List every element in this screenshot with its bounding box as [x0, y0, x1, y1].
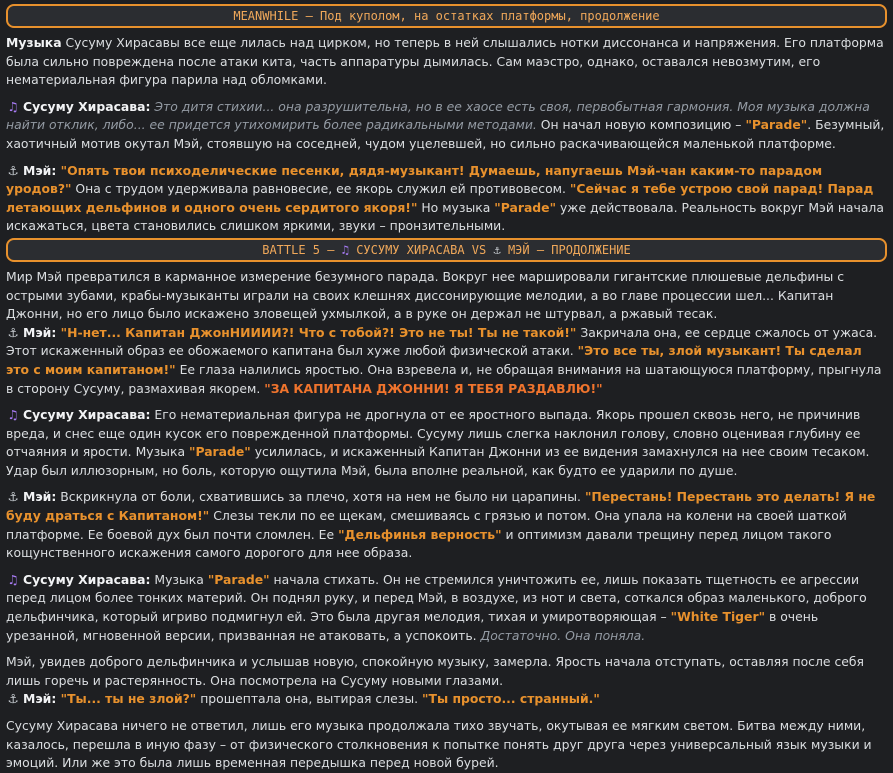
quote-highlight: "ЗА КАПИТАНА ДЖОННИ! Я ТЕБЯ РАЗДАВЛЮ!"	[264, 380, 603, 396]
anchor-icon: ⚓	[7, 324, 19, 340]
bold-lead: Музыка	[6, 35, 62, 50]
quote-highlight: "Опять твои психоделические песенки, дядя-музыкант! Думаешь, напугаешь Мэй-чан каким-то парадом уродов?"	[6, 162, 823, 197]
message-text: в очень урезанной, мгновенной версии, призванная не атаковать, а успокоить.	[6, 609, 819, 643]
speaker-name: Мэй:	[23, 162, 57, 178]
battle-fighter-1: СУСУМУ ХИРАСАВА VS	[356, 242, 487, 257]
message-text: Она с трудом удерживала равновесие, ее якорь служил ей противовесом.	[71, 181, 570, 197]
susumu-message	[6, 98, 887, 154]
narration-paragraph	[6, 34, 887, 90]
susumu-message	[6, 406, 887, 480]
quote-highlight: "Parade"	[494, 199, 557, 215]
narration-paragraph: Мэй, увидев доброго дельфинчика и услышав новую, спокойную музыку, замерла. Ярость начала отступать, оставляя после себя лишь горечь и растерянность. Она посмотрела на Сусуму новыми глазами.	[6, 654, 864, 688]
quote-highlight: "Перестань! Перестань это делать! Я не буду драться с Капитаном!"	[6, 489, 876, 524]
battle-label: BATTLE 5 –	[262, 242, 342, 257]
quote-highlight: "Дельфинья верность"	[338, 526, 502, 542]
musical-notes-icon: ♫	[341, 242, 349, 257]
anchor-icon: ⚓	[7, 162, 19, 178]
italic-thought: Достаточно. Она поняла.	[480, 627, 646, 643]
message-text: начала стихать. Он не стремился уничтожить ее, лишь показать тщетность ее агрессии перед лицом более тонких материй. Он поднял руку, и перед Мэй, в воздухе, из нот и света, соткался образ маленького, доброго дельфинчика, который игриво подмигнул ей. Это была другая мелодия, тихая и умиротворяющая –	[6, 571, 867, 625]
quote-highlight: "Parade"	[745, 117, 808, 133]
quote-highlight: "Parade"	[207, 571, 270, 587]
message-text: Но музыка	[417, 199, 495, 215]
speaker-name: Мэй:	[23, 691, 57, 707]
scene-banner: MEANWHILE – Под куполом, на остатках платформы, продолжение	[6, 4, 887, 28]
anchor-icon: ⚓	[7, 691, 19, 707]
musical-notes-icon: ♫	[7, 571, 19, 587]
narration-text: Сусуму Хирасавы все еще лилась над цирком, но теперь в ней слышались нотки диссонанса и напряжения. Его платформа была сильно повреждена после атаки кита, часть аппаратуры дымилась. Сам маэстро, однако, оставался невозмутим, его нематериальная фигура парила над обломками.	[6, 35, 884, 88]
quote-highlight: "Parade"	[188, 444, 251, 460]
message-text: Закричала она, ее сердце сжалось от ужаса. Этот искаженный образ ее обожаемого капитана был хуже любой физической атаки.	[6, 324, 878, 359]
anchor-icon: ⚓	[493, 242, 501, 257]
message-text: Слезы текли по ее щекам, смешиваясь с грязью и потом. Она упала на колени на своей шаткой платформе. Ее боевой дух был почти сломлен. Ее	[6, 508, 847, 542]
quote-highlight: "Сейчас я тебе устрою свой парад! Парад летающих дельфинов и одного очень сердитого якоря!"	[6, 181, 874, 215]
mei-message	[6, 690, 887, 709]
quote-highlight: "Ты... ты не злой?"	[56, 691, 197, 707]
battle-fighter-2: МЭЙ – ПРОДОЛЖЕНИЕ	[507, 242, 631, 257]
message-text: и оптимизм давали трещину перед лицом такого кощунственного искажения самого дорогого для нее образа.	[6, 526, 832, 561]
narration-paragraph: Мир Мэй превратился в карманное измерение безумного парада. Вокруг нее маршировали гигантские плюшевые дельфины с острыми зубами, крабы-музыканты играли на своих клешнях диссонирующие мелодии, а во главе процессии шел... Капитан Джонни, но его лицо было искажено зловещей ухмылкой, а в руке он держал не штурвал, а ржавый тесак.	[6, 268, 845, 322]
message-text: усилилась, и искаженный Капитан Джонни из ее видения замахнулся на нее своим тесаком. Удар был иллюзорным, но боль, которую ощутила Мэй, была вполне реальной, как будто ее ударили по душе.	[6, 444, 870, 478]
anchor-icon: ⚓	[7, 489, 19, 505]
musical-notes-icon: ♫	[7, 98, 19, 114]
quote-highlight: "Это все ты, злой музыкант! Ты сделал это с моим капитаном!"	[6, 343, 862, 377]
message-text: прошептала она, вытирая слезы.	[196, 691, 423, 707]
message-text: Ее глаза налились яростью. Она взревела и, не обращая внимания на шатающуюся платформу, прыгнула в сторону Сусуму, размахивая якорем.	[6, 361, 882, 396]
battle-banner	[6, 238, 887, 262]
narration-paragraph: Сусуму Хирасава ничего не ответил, лишь его музыка продолжала тихо звучать, окутывая ее мягким светом. Битва между ними, казалось, перешла в иную фазу – от физического столкновения к попытке понять друг друга через универсальный язык музыки и эмоций. Или же это была лишь временная передышка перед новой бурей.	[6, 718, 872, 771]
speaker-name: Мэй:	[23, 324, 57, 340]
speaker-name: Сусуму Хирасава:	[23, 98, 151, 114]
quote-highlight: "Ты просто... странный."	[422, 691, 600, 707]
musical-notes-icon: ♫	[7, 407, 19, 423]
message-text: Он начал новую композицию –	[536, 117, 746, 133]
italic-thought: Это дитя стихии... она разрушительна, но в ее хаосе есть своя, первобытная гармония. Моя музыка должна найти отклик, либо... ее придется утихомирить более радикальными методами.	[6, 98, 870, 133]
mei-message	[6, 162, 887, 236]
susumu-message	[6, 571, 887, 645]
message-text: уже действовала. Реальность вокруг Мэй начала искажаться, цвета становились слишком яркими, звуки – пронзительными.	[6, 199, 884, 234]
mei-message	[6, 324, 887, 398]
message-text: Вскрикнула от боли, схватившись за плечо, хотя на нем не было ни царапины.	[56, 489, 585, 505]
message-text: Его нематериальная фигура не дрогнула от ее яростного выпада. Якорь прошел сквозь него, не причинив вреда, и снес еще один кусок его поврежденной платформы. Сусуму лишь слегка наклонил голову, словно оценивая глубину ее отчаяния и ярости. Музыка	[6, 407, 861, 460]
mei-message	[6, 488, 887, 562]
speaker-name: Сусуму Хирасава:	[23, 571, 151, 587]
quote-highlight: "Н-нет... Капитан ДжонНИИИИ?! Что с тобой?! Это не ты! Ты не такой!"	[56, 324, 577, 340]
message-text: Музыка	[150, 571, 208, 587]
quote-highlight: "White Tiger"	[670, 609, 766, 625]
speaker-name: Сусуму Хирасава:	[23, 407, 151, 423]
message-text: . Безумный, хаотичный мотив окутал Мэй, стоявшую на соседней, чудом уцелевшей, но сильно раскачивающейся маленькой платформе.	[6, 117, 885, 151]
speaker-name: Мэй:	[23, 489, 57, 505]
